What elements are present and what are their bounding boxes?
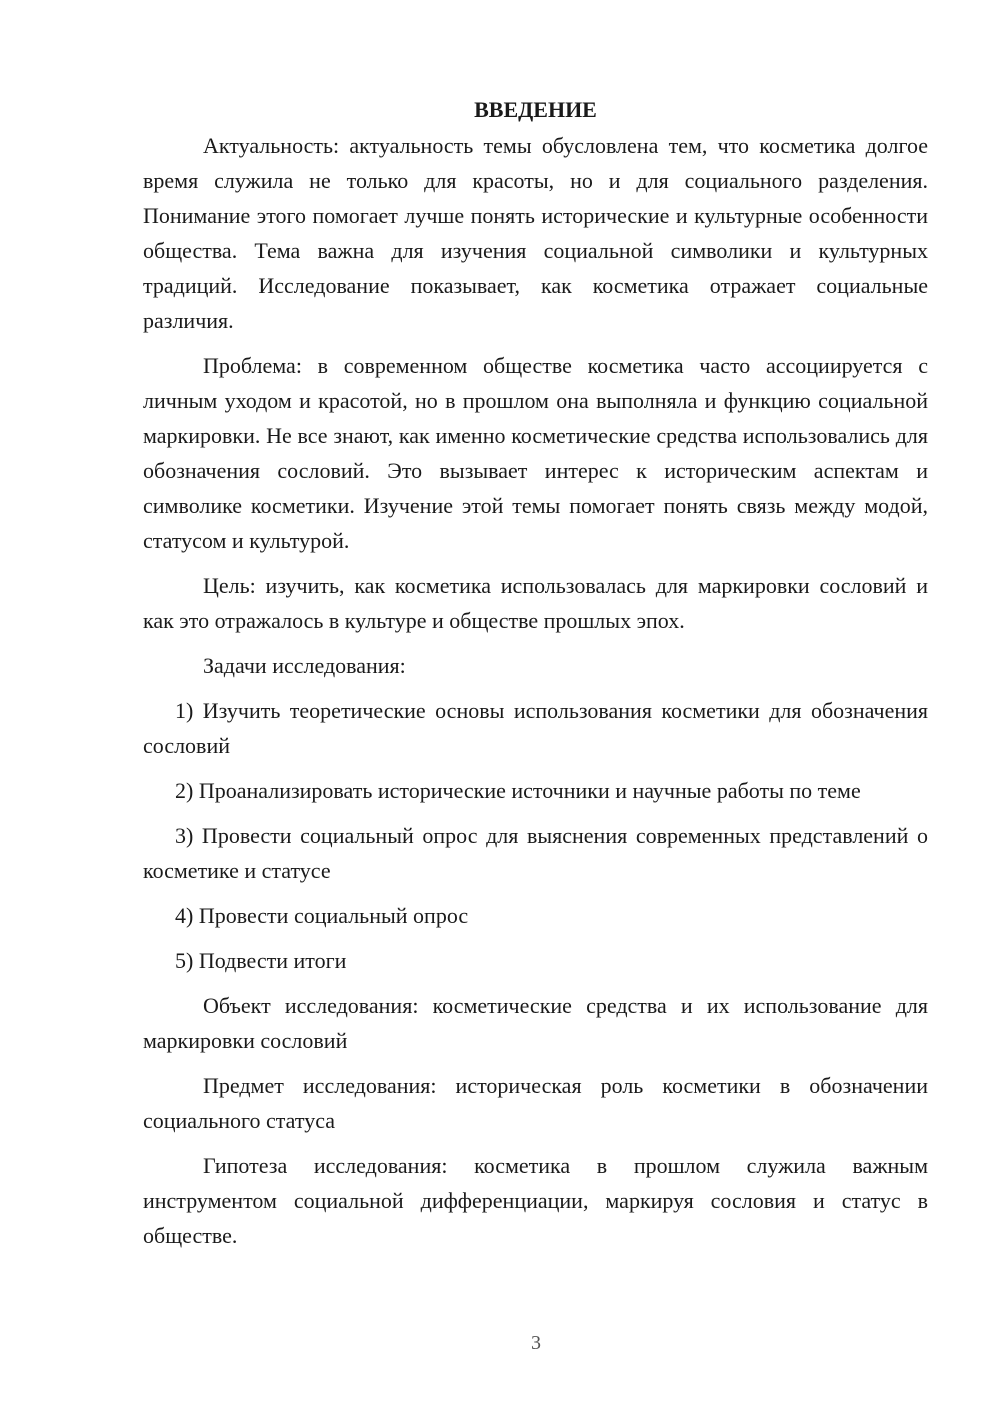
list-item-task-4: 4) Провести социальный опрос	[175, 903, 469, 928]
list-item-task-3: 3) Провести социальный опрос для выяснения современных представлений о косметике и статусе	[143, 823, 928, 883]
paragraph-subject: Предмет исследования: историческая роль косметики в обозначении социального статуса	[143, 1073, 928, 1133]
paragraph-goal: Цель: изучить, как косметика использовалась для маркировки сословий и как это отражалось в культуре и обществе прошлых эпох.	[143, 573, 928, 633]
tasks-heading: Задачи исследования:	[203, 653, 406, 678]
list-item-task-5: 5) Подвести итоги	[175, 948, 347, 973]
paragraph-hypothesis: Гипотеза исследования: косметика в прошлом служила важным инструментом социальной дифференциации, маркируя сословия и статус в обществе.	[143, 1153, 928, 1248]
list-item-task-1: 1) Изучить теоретические основы использования косметики для обозначения сословий	[143, 698, 928, 758]
paragraph-relevance: Актуальность: актуальность темы обусловлена тем, что косметика долгое время служила не только для красоты, но и для социального разделения. Понимание этого помогает лучше понять исторические и культурные особенности общества. Тема важна для изучения социальной символики и культурных традиций. Исследование показывает, как косметика отражает социальные различия.	[143, 133, 928, 333]
paragraph-problem: Проблема: в современном обществе косметика часто ассоциируется с личным уходом и красотой, но в прошлом она выполняла и функцию социальной маркировки. Не все знают, как именно косметические средства использовались для обозначения сословий. Это вызывает интерес к историческим аспектам и символике косметики. Изучение этой темы помогает понять связь между модой, статусом и культурой.	[143, 353, 928, 553]
document-page	[143, 92, 928, 1263]
paragraph-object: Объект исследования: косметические средства и их использование для маркировки сословий	[143, 993, 928, 1053]
list-item-task-2: 2) Проанализировать исторические источники и научные работы по теме	[175, 778, 861, 803]
page-title: ВВЕДЕНИЕ	[474, 97, 597, 122]
page-number: 3	[531, 1332, 541, 1354]
